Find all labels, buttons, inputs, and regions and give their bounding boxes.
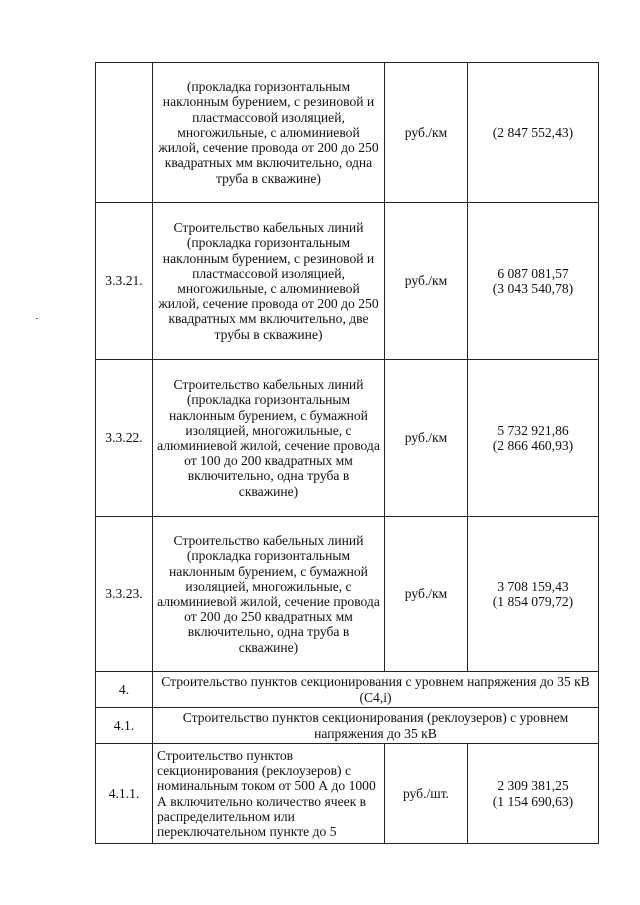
row-description: Строительство кабельных линий (прокладка горизонтальным наклонным бурением, с резиновой и пластмассовой изоляцией, многожильные, с алюминиевой жилой, сечение провода от 200 до 250 квадратных мм включительно, две трубы в скважине) [153,203,385,360]
table-row [96,360,599,517]
row-number: 3.3.22. [96,360,153,517]
section-row [96,672,599,708]
subsection-row [96,708,599,744]
row-description: Строительство кабельных линий (прокладка горизонтальным наклонным бурением, с бумажной изоляцией, многожильные, с алюминиевой жилой, сечение провода от 100 до 200 квадратных мм включительно, одна труба в скважине) [153,360,385,517]
value-parenthesized: (3 043 540,78) [492,281,574,296]
value-main: 5 732 921,86 [497,422,569,438]
value-main: 6 087 081,57 [497,265,569,281]
row-value [468,203,599,360]
table-row [96,63,599,203]
table-row [96,517,599,672]
section-number: 4. [96,672,153,708]
scan-artifact [36,318,38,319]
row-value [468,744,599,844]
row-unit: руб./км [385,360,468,517]
value-parenthesized: (1 154 690,63) [492,793,574,809]
row-value [468,360,599,517]
table-row [96,744,599,844]
row-unit: руб./км [385,517,468,672]
value-parenthesized: (1 854 079,72) [492,594,574,609]
row-unit: руб./км [385,63,468,203]
tariff-table [95,62,599,844]
value-parenthesized: (2 847 552,43) [492,124,574,140]
row-description: Строительство пунктов секционирования (реклоузеров) с номинальным током от 500 А до 1000 А включительно количество ячеек в распределительном или переключательном пункте до 5 [153,744,385,844]
row-number: 3.3.21. [96,203,153,360]
row-description: (прокладка горизонтальным наклонным бурением, с резиновой и пластмассовой изоляцией, многожильные, с алюминиевой жилой, сечение провода от 200 до 250 квадратных мм включительно, одна труба в скважине) [153,63,385,203]
row-unit: руб./шт. [385,744,468,844]
row-value [468,63,599,203]
table-row [96,203,599,360]
row-number: 4.1.1. [96,744,153,844]
row-unit: руб./км [385,203,468,360]
row-number [96,63,153,203]
subsection-title: Строительство пунктов секционирования (реклоузеров) с уровнем напряжения до 35 кВ [153,708,599,744]
value-main: 3 708 159,43 [497,578,569,594]
value-main: 2 309 381,25 [497,778,569,794]
value-parenthesized: (2 866 460,93) [492,438,574,453]
section-title: Строительство пунктов секционирования с уровнем напряжения до 35 кВ (С4,i) [153,672,599,708]
subsection-number: 4.1. [96,708,153,744]
row-number: 3.3.23. [96,517,153,672]
row-description: Строительство кабельных линий (прокладка горизонтальным наклонным бурением, с бумажной изоляцией, многожильные, с алюминиевой жилой, сечение провода от 200 до 250 квадратных мм включительно, одна труба в скважине) [153,517,385,672]
row-value [468,517,599,672]
